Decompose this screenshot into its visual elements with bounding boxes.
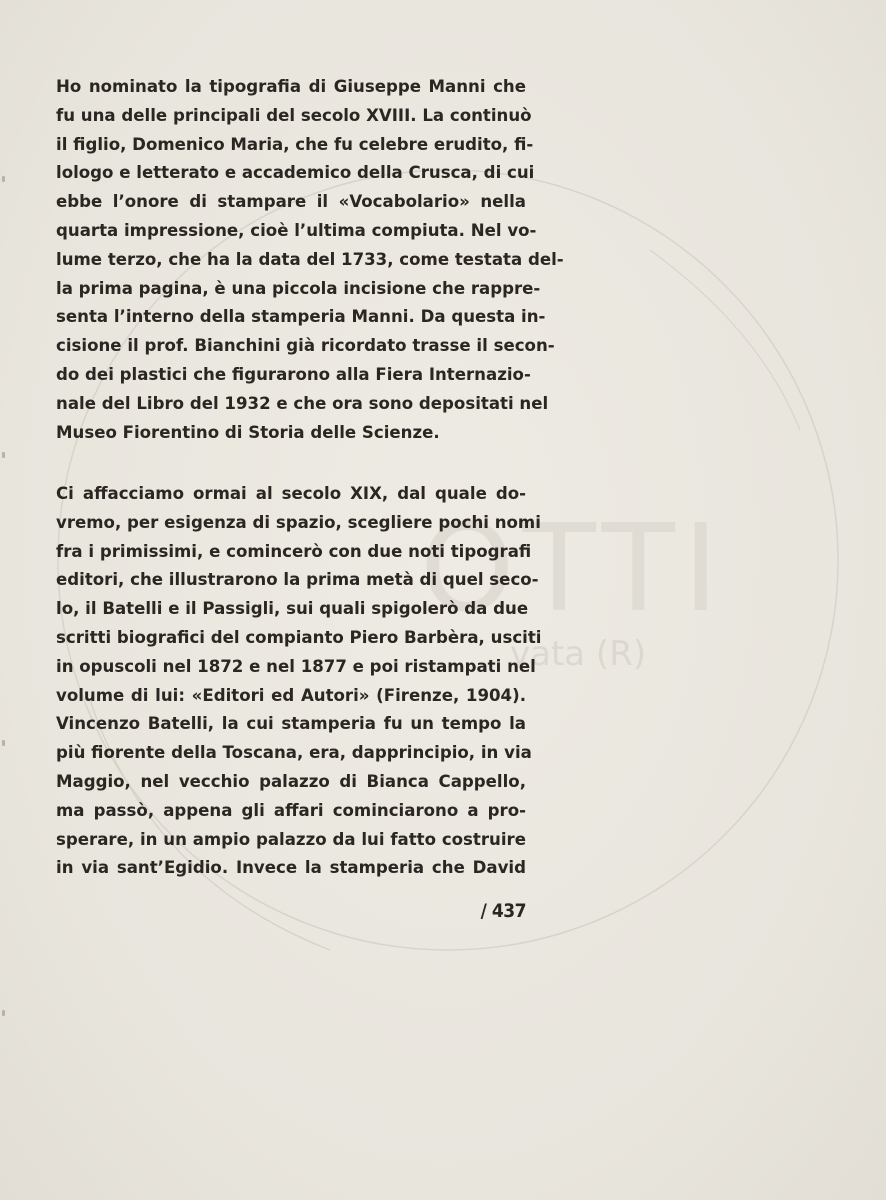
paragraph-2: [56, 480, 542, 883]
text-line: volume di lui: «Editori ed Autori» (Firenze, 1904).: [56, 685, 526, 705]
text-line: ebbe l’onore di stampare il «Vocabolario» nella: [56, 192, 526, 212]
text-line: Ho nominato la tipografia di Giuseppe Manni che: [56, 77, 526, 96]
text-line: do dei plastici che figurarono alla Fiera Internazio-: [56, 364, 531, 384]
text-line: Ci affacciamo ormai al secolo XIX, dal quale do-: [56, 484, 526, 503]
text-line: sperare, in un ampio palazzo da lui fatto costruire: [56, 829, 526, 849]
text-line: in via sant’Egidio. Invece la stamperia che David: [56, 858, 526, 878]
margin-mark: [2, 1010, 5, 1016]
text-line: Museo Fiorentino di Storia delle Scienze.: [56, 422, 440, 442]
text-line: lologo e letterato e accademico della Crusca, di cui: [56, 163, 535, 183]
text-line: cisione il prof. Bianchini già ricordato trasse il secon-: [56, 336, 555, 356]
text-line: il figlio, Domenico Maria, che fu celebre erudito, fi-: [56, 134, 534, 154]
text-line: senta l’interno della stamperia Manni. Da questa in-: [56, 307, 546, 327]
margin-mark: [2, 452, 5, 458]
text-line: quarta impressione, cioè l’ultima compiuta. Nel vo-: [56, 220, 537, 240]
watermark-text-small: vata (R): [510, 634, 647, 674]
text-line: la prima pagina, è una piccola incisione che rappre-: [56, 278, 541, 298]
text-line: Vincenzo Batelli, la cui stamperia fu un tempo la: [56, 714, 526, 734]
text-line: fra i primissimi, e comincerò con due noti tipografi: [56, 541, 532, 561]
text-line: lume terzo, che ha la data del 1733, come testata del-: [56, 249, 564, 269]
paragraph-1: [56, 73, 564, 447]
text-line: ma passò, appena gli affari cominciarono a pro-: [56, 800, 526, 820]
text-line: fu una delle principali del secolo XVIII. La continuò: [56, 105, 532, 125]
margin-mark: [2, 740, 5, 746]
text-line: scritti biografici del compianto Piero Barbèra, usciti: [56, 627, 542, 647]
text-line: editori, che illustrarono la prima metà di quel seco-: [56, 570, 539, 590]
text-line: Maggio, nel vecchio palazzo di Bianca Cappello,: [56, 771, 526, 791]
page-number: / 437: [480, 900, 526, 922]
margin-mark: [2, 176, 5, 182]
text-line: in opuscoli nel 1872 e nel 1877 e poi ristampati nel: [56, 656, 536, 676]
text-line: vremo, per esigenza di spazio, scegliere pochi nomi: [56, 512, 541, 532]
watermark-text-large: OTTI: [420, 500, 727, 639]
text-line: lo, il Batelli e il Passigli, sui quali spigolerò da due: [56, 599, 529, 619]
text-line: nale del Libro del 1932 e che ora sono depositati nel: [56, 393, 549, 413]
text-line: più fiorente della Toscana, era, dapprincipio, in via: [56, 743, 532, 763]
